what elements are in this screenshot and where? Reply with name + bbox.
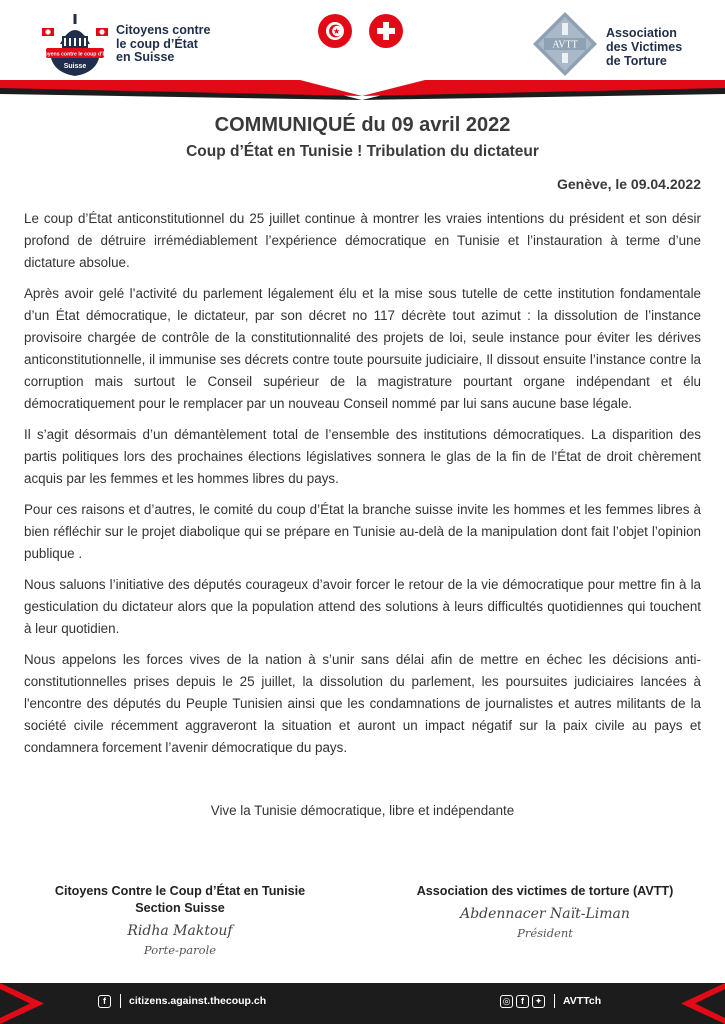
dateline: Genève, le 09.04.2022 xyxy=(557,176,701,192)
tunisia-flag-icon xyxy=(318,14,352,48)
signature-name: Ridha Maktouf xyxy=(127,923,233,939)
footer-social-handle[interactable]: AVTTch xyxy=(563,995,602,1007)
body-text xyxy=(24,208,701,768)
instagram-icon[interactable]: ◎ xyxy=(500,995,513,1008)
right-org-line: Association xyxy=(606,26,677,40)
signature-org: Citoyens Contre le Coup d’État en Tunisie xyxy=(54,884,306,898)
footer xyxy=(0,983,725,1024)
footer-right-chevron xyxy=(677,983,725,1024)
signature-name: Abdennacer Naït-Liman xyxy=(460,906,630,922)
facebook-icon[interactable]: f xyxy=(98,995,111,1008)
signature-left xyxy=(30,883,330,957)
signature-role: Président xyxy=(517,926,573,940)
signature-right xyxy=(395,883,695,940)
page-title: COMMUNIQUÉ du 09 avril 2022 xyxy=(214,114,511,136)
right-org-name xyxy=(606,26,682,68)
header xyxy=(0,0,725,110)
footer-separator xyxy=(120,994,121,1008)
signature-org-section: Section Suisse xyxy=(135,901,225,915)
facebook-icon[interactable]: f xyxy=(516,995,529,1008)
footer-website-link[interactable]: citizens.against.thecoup.ch xyxy=(129,995,267,1007)
paragraph: Il s’agit désormais d’un démantèlement total de l’ensemble des institutions démocratiques. La disparition des partis politiques lors des prochaines élections législatives sonnera le glas de la fin de l’État de droit chèrement acquis par les femmes et les hommes libres du pays. xyxy=(24,427,701,486)
paragraph: Le coup d’État anticonstitutionnel du 25 juillet continue à montrer les vraies intentions du président et son désir profond de détruire irrémédiablement l’expérience démocratique en Tunisie et l’instauration à terme d’une dictature absolue. xyxy=(24,211,701,270)
header-stripe xyxy=(0,80,725,102)
left-org-line: Citoyens contre xyxy=(116,23,211,37)
footer-left-chevron xyxy=(0,983,48,1024)
avtt-logo xyxy=(532,11,598,77)
footer-left xyxy=(98,994,266,1008)
signature-role: Porte-parole xyxy=(143,943,217,957)
left-org-line: le coup d’État xyxy=(116,36,198,51)
paragraph: Nous saluons l’initiative des députés courageux d’avoir forcer le retour de la vie démocratique pour mettre fin à la gesticulation du dictateur alors que la population attend des solutions à leurs difficultés quotidiennes qui touchent à leur quotidien. xyxy=(24,577,701,636)
right-org-line: de Torture xyxy=(606,54,667,68)
left-org-name xyxy=(116,24,210,65)
page-subtitle: Coup d’État en Tunisie ! Tribulation du dictateur xyxy=(186,143,539,160)
footer-right xyxy=(500,994,601,1008)
paragraph: Pour ces raisons et d’autres, le comité du coup d’État la branche suisse invite les hommes et les femmes libres à bien réfléchir sur le projet diabolique qui se prépare en Tunisie au-delà de la manipulation dont fait l’objet l’opinion publique . xyxy=(24,502,701,561)
logo-banner-text: Citoyens contre le coup d’Etat xyxy=(37,51,113,58)
citoyens-contre-le-coup-logo xyxy=(36,10,114,80)
twitter-icon[interactable]: ✦ xyxy=(532,995,545,1008)
logo-sub-text: Suisse xyxy=(63,63,87,70)
signature-org: Association des victimes de torture (AVTT) xyxy=(416,884,674,898)
left-org-line: en Suisse xyxy=(116,50,175,64)
switzerland-flag-icon xyxy=(369,14,403,48)
avtt-logo-text: AVTT xyxy=(552,39,578,51)
paragraph: Après avoir gelé l’activité du parlement légalement élu et la mise sous tutelle de cette institution fondamentale d’un État démocratique, le dictateur, par son décret no 117 décrète tout azimut : la dissolution de l’instance provisoire chargée de contrôle de la constitutionnalité des projets de loi, seule instance pour éviter les dérives anticonstitutionnelle, il immunise ses décrets contre toute poursuite judiciaire, Il dissout ensuite l’instance contre la corruption mais surtout le Conseil supérieur de la magistrature pourtant organe indépendant et élu démocratiquement pour le remplacer par un nouveau Conseil nommé par lui sans aucune base légale. xyxy=(24,286,701,411)
paragraph: Nous appelons les forces vives de la nation à s’unir sans délai afin de mettre en échec les décisions anti-constitutionnelles prises depuis le 25 juillet, la dissolution du parlement, les poursuites judiciaires lancées à l'encontre des députés du Peuple Tunisien ainsi que les condamnations de journalistes et autres militants de la société civile récemment aggraveront la situation et auront un impact négatif sur la paix civile au pays et condamnera forcement l’avenir démocratique du pays. xyxy=(24,652,701,755)
right-org-line: des Victimes xyxy=(606,40,683,54)
footer-separator xyxy=(554,994,555,1008)
closing-line: Vive la Tunisie démocratique, libre et indépendante xyxy=(210,803,515,818)
